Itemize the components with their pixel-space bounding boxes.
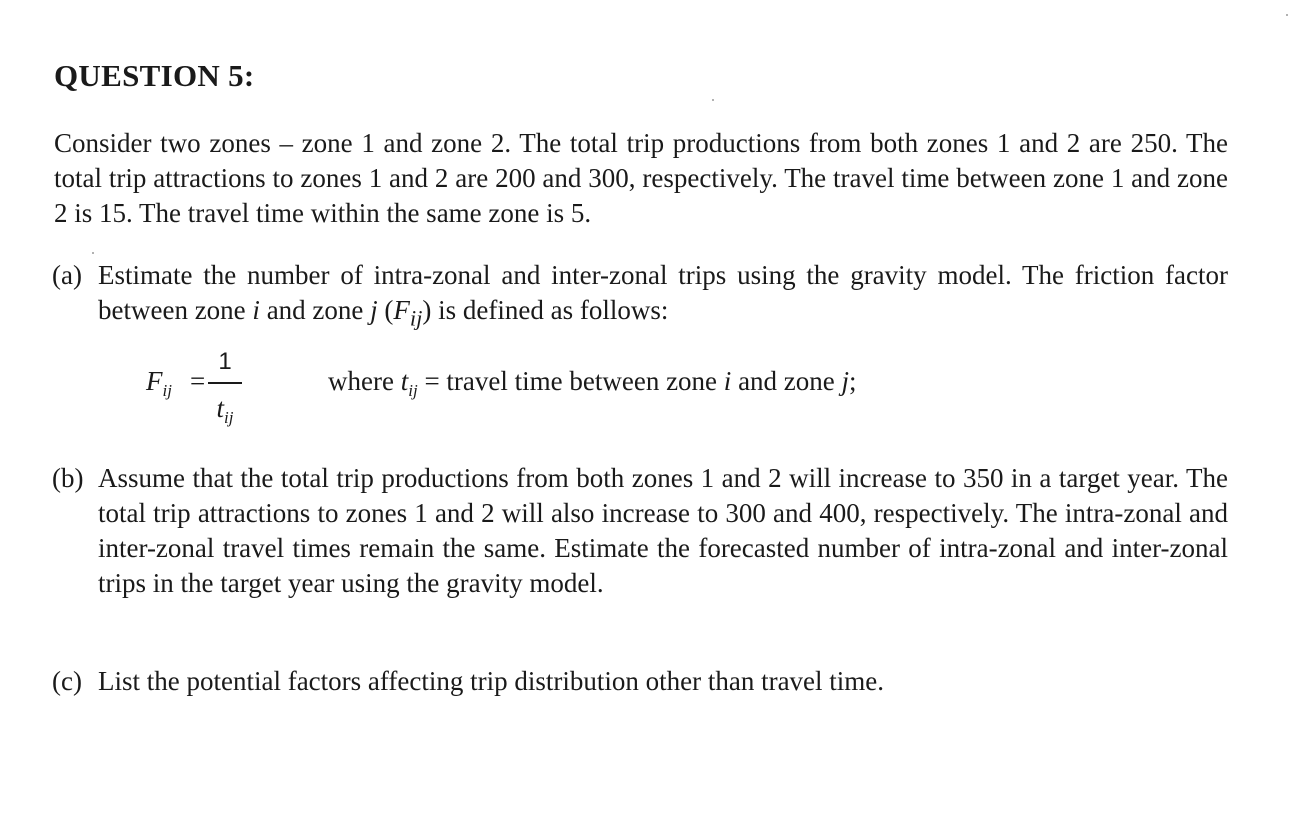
part-c-label: (c) <box>52 666 82 696</box>
scan-speck <box>1286 14 1288 16</box>
formula-numerator: 1 <box>218 348 232 375</box>
scan-speck <box>712 99 714 101</box>
part-a-label: (a) <box>52 260 82 290</box>
formula-where-clause: where $t_{ij}$ = travel time between zone i and zone j; <box>328 366 857 400</box>
formula-fraction <box>208 348 242 432</box>
part-c <box>52 664 1228 699</box>
part-c-text: List the potential factors affecting trip distribution other than travel time. <box>98 666 885 696</box>
part-a-text: Estimate the number of intra-zonal and inter-zonal trips using the gravity model. The friction factor between zone i and zone j $(F_{ij})$ is defined as follows: <box>98 260 1228 331</box>
part-b <box>52 461 1228 601</box>
part-b-text: Assume that the total trip productions from both zones 1 and 2 will increase to 350 in a target year. The total trip attractions to zones 1 and 2 will also increase to 300 and 400, respectively. The intra-zonal and inter-zonal travel times remain the same. Estimate the forecasted number of intra-zonal and inter-zonal trips in the target year using the gravity model. <box>98 463 1228 598</box>
formula-lhs: $F_{ij}$ <box>146 366 172 400</box>
question-intro: Consider two zones – zone 1 and zone 2. The total trip productions from both zones 1 and 2 are 250. The total trip attractions to zones 1 and 2 are 200 and 300, respectively. The travel time between zone 1 and zone 2 is 15. The travel time within the same zone is 5. <box>54 128 1228 228</box>
formula-equals: = <box>190 366 206 396</box>
scan-speck <box>92 252 94 254</box>
part-a <box>52 258 1228 335</box>
question-heading: QUESTION 5: <box>54 58 255 93</box>
fraction-bar <box>208 382 242 384</box>
formula-denominator: $t_{ij}$ <box>216 392 234 427</box>
part-b-label: (b) <box>52 463 84 493</box>
